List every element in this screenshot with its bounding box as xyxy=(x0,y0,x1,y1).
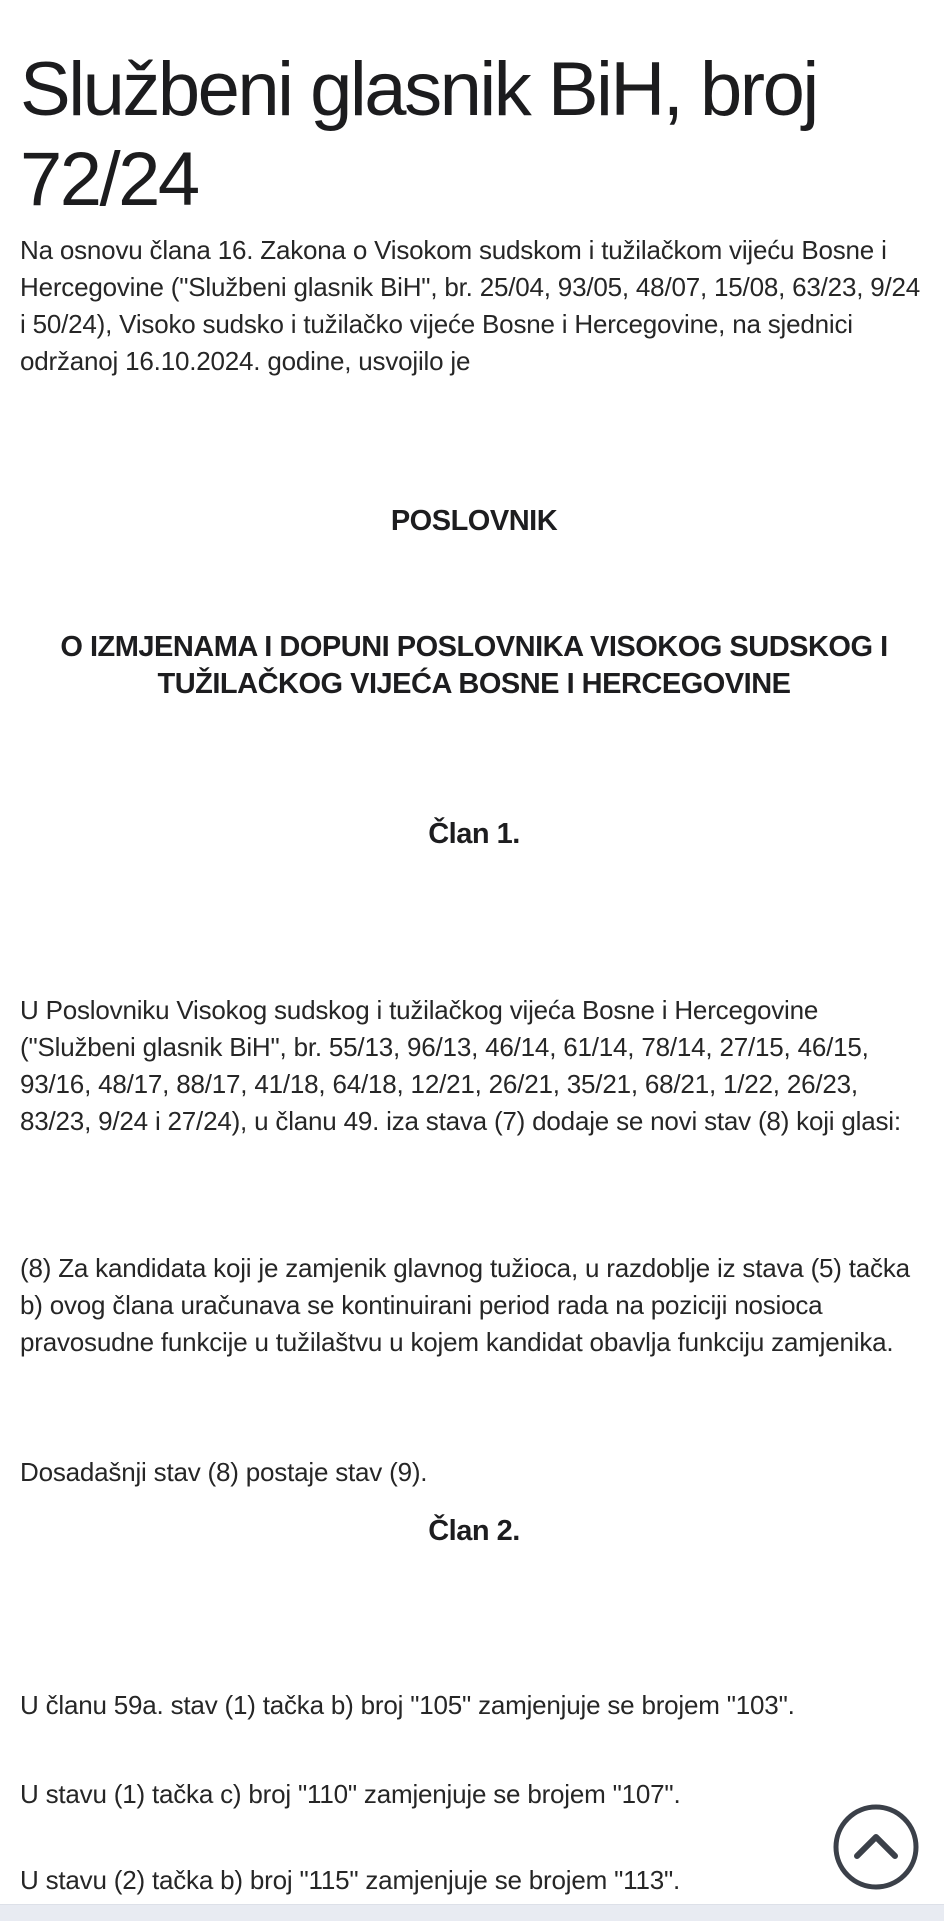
heading-poslovnik: POSLOVNIK xyxy=(390,505,558,537)
scroll-to-top-button[interactable] xyxy=(831,1802,921,1892)
article-2-paragraph-2: U stavu (1) tačka c) broj "110" zamjenjuje se brojem "107". xyxy=(20,1779,681,1809)
intro-paragraph: Na osnovu člana 16. Zakona o Visokom sudskom i tužilačkom vijeću Bosne i Hercegovine ("Službeni glasnik BiH", br. 25/04, 93/05, 48/07, 15/08, 63/23, 9/24 i 50/24), Visoko sudsko i tužilačko vijeće Bosne i Hercegovine, na sjednici održanoj 16.10.2024. godine, usvojilo je xyxy=(20,235,921,376)
article-1-paragraph-3: Dosadašnji stav (8) postaje stav (9). xyxy=(20,1457,428,1487)
page-title: Službeni glasnik BiH, broj 72/24 xyxy=(20,46,817,222)
heading-article-2: Član 2. xyxy=(428,1515,520,1547)
article-2-paragraph-3: U stavu (2) tačka b) broj "115" zamjenjuje se brojem "113". xyxy=(20,1865,681,1895)
article-1-paragraph-1: U Poslovniku Visokog sudskog i tužilačkog vijeća Bosne i Hercegovine ("Službeni glasnik BiH", br. 55/13, 96/13, 46/14, 61/14, 78/14, 27/15, 46/15, 93/16, 48/17, 88/17, 41/18, 64/18, 12/21, 26/21, 35/21, 68/21, 1/22, 26/23, 83/23, 9/24 i 27/24), u članu 49. iza stava (7) dodaje se novi stav (8) koji glasi: xyxy=(20,995,901,1136)
heading-amendments: O IZMJENAMA I DOPUNI POSLOVNIKA VISOKOG SUDSKOG I TUŽILAČKOG VIJEĆA BOSNE I HERCEGOVINE xyxy=(60,631,888,700)
heading-article-1: Član 1. xyxy=(428,818,520,850)
bottom-bar xyxy=(0,1904,944,1921)
chevron-up-icon xyxy=(831,1802,921,1892)
article-2-paragraph-1: U članu 59a. stav (1) tačka b) broj "105" zamjenjuje se brojem "103". xyxy=(20,1690,795,1720)
article-1-paragraph-2: (8) Za kandidata koji je zamjenik glavnog tužioca, u razdoblje iz stava (5) tačka b) ovog člana uračunava se kontinuirani period rada na poziciji nosioca pravosudne funkcije u tužilaštvu u kojem kandidat obavlja funkciju zamjenika. xyxy=(20,1253,910,1357)
